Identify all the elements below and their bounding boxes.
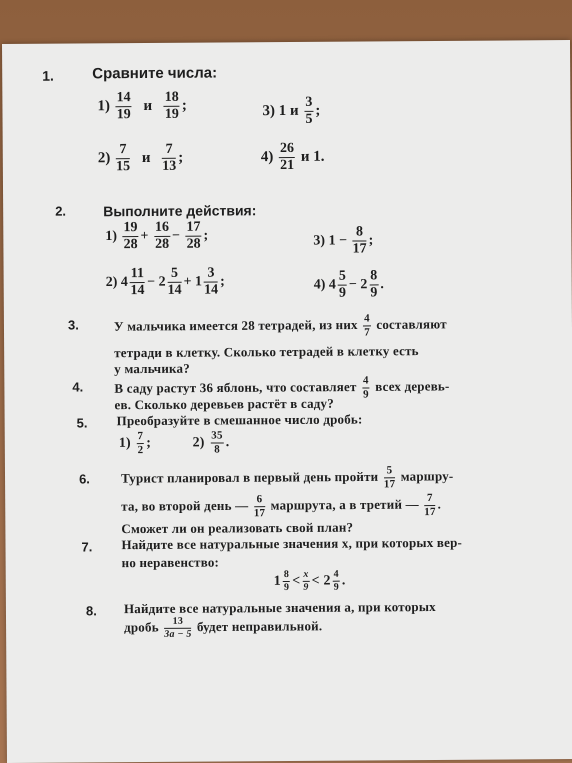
task-4-line-1: В саду растут 36 яблонь, что составляет $\frac{4}{9}$ всех деревь- (114, 374, 450, 401)
task-5-items: 1) $\frac{7}{2}$ ; 2) $\frac{35}{8}$ . (118, 429, 230, 457)
task-2-number: 2. (55, 203, 67, 219)
task-3-line-2: тетради в клетку. Сколько тетрадей в клетку есть (114, 343, 419, 361)
task-1-item-2: 2) $\frac{7}{15}$ и $\frac{7}{13}$ ; (97, 141, 184, 175)
task-5-line-1: Преобразуйте в смешанное число дробь: (116, 411, 363, 429)
task-2-item-4: 4) 4 $\frac{5}{9}$ − 2 $\frac{8}{9}$ . (313, 268, 384, 301)
task-2-title: Выполните действия: (103, 202, 257, 220)
task-7-number: 7. (81, 539, 93, 555)
task-5-number: 5. (76, 415, 88, 431)
task-6-number: 6. (78, 471, 90, 487)
task-2-item-3: 3) 1 − $\frac{8}{17}$ ; (313, 224, 374, 257)
worksheet-page (2, 40, 572, 763)
task-1-number: 1. (42, 67, 54, 84)
task-1-item-4: 4) $\frac{26}{21}$ и 1. (260, 140, 325, 174)
task-7-line-1: Найдите все натуральные значения x, при которых вер- (121, 534, 463, 553)
task-6-line-2: та, во второй день — $\frac{6}{17}$ маршрута, а в третий — $\frac{7}{17}$ . (121, 492, 442, 520)
task-4-number: 4. (72, 379, 84, 395)
task-1-title: Сравните числа: (92, 64, 218, 83)
task-1-item-1: 1) $\frac{14}{19}$ и $\frac{18}{19}$ ; (97, 89, 187, 123)
task-8-number: 8. (85, 603, 97, 619)
task-4-line-2: ев. Сколько деревьев растёт в саду? (114, 395, 334, 413)
task-6-line-1: Турист планировал в первый день пройти $\frac{5}{17}$ маршру- (120, 464, 454, 491)
task-8-line-2: дробь $\frac{13}{3a - 5}$ будет неправильной. (124, 615, 323, 640)
task-7-inequality: 1 $\frac{8}{9}$ < $\frac{x}{9}$ < 2 $\frac{4}{9}$ . (273, 568, 346, 594)
task-3-number: 3. (67, 317, 79, 333)
task-2-item-2: 2) 4 $\frac{11}{14}$ − 2 $\frac{5}{14}$ + 1 $\frac{3}{14}$ ; (105, 265, 225, 299)
task-2-item-1: 1) $\frac{19}{28}$ + $\frac{16}{28}$ − $\frac{17}{28}$ ; (105, 219, 209, 253)
task-3-line-3: у мальчика? (114, 360, 190, 377)
task-3-line-1: У мальчика имеется 28 тетрадей, из них $\frac{4}{7}$ составляют (113, 312, 447, 339)
task-6-line-3: Сможет ли он реализовать свой план? (121, 519, 354, 537)
task-7-line-2: но неравенство: (121, 554, 220, 571)
task-8-line-1: Найдите все натуральные значения a, при которых (123, 598, 436, 617)
task-1-item-3: 3) 1 и $\frac{3}{5}$ ; (262, 94, 321, 127)
